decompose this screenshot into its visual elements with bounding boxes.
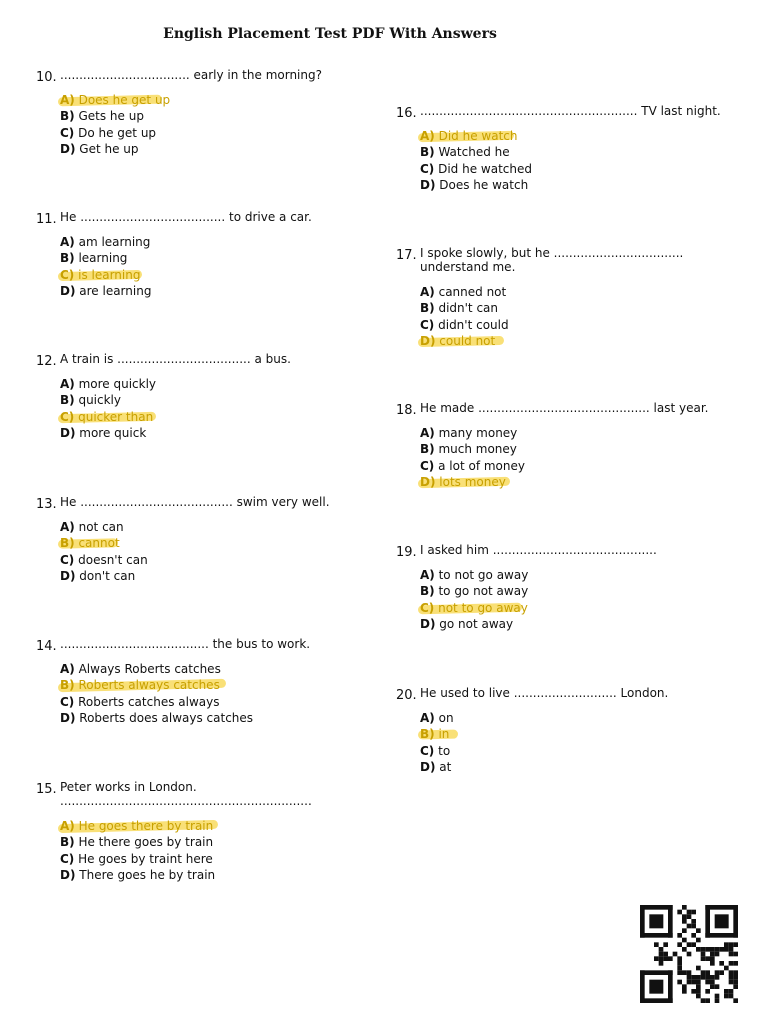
option-text: could not [435, 334, 496, 349]
answer-option[interactable] [420, 284, 683, 300]
option-list [60, 818, 312, 884]
answer-option[interactable] [420, 425, 709, 441]
option-text: Roberts catches always [74, 694, 220, 709]
question-16 [396, 104, 721, 194]
option-letter: C) [420, 317, 435, 332]
option-letter: D) [420, 475, 436, 490]
option-text: Does he get up [74, 93, 171, 107]
question-stem [420, 686, 668, 700]
question-stem-line: Peter works in London. [60, 780, 197, 794]
option-text: much money [434, 442, 517, 457]
option-letter: A) [420, 285, 435, 299]
option-letter: D) [60, 868, 76, 883]
option-text: to [434, 743, 451, 758]
question-stem-line: He used to live ........................... London. [420, 686, 669, 700]
option-text: don't can [75, 569, 136, 584]
option-text: Roberts does always catches [75, 711, 254, 726]
option-letter: C) [420, 743, 435, 758]
option-list [60, 376, 291, 442]
option-text: many money [434, 426, 518, 440]
option-list [420, 425, 709, 491]
question-stem-line: He ........................................ swim very well. [60, 495, 330, 509]
option-list [420, 710, 668, 776]
option-text: Watched he [434, 145, 510, 160]
question-15 [36, 780, 312, 884]
option-letter: C) [420, 458, 435, 473]
question-13 [36, 495, 330, 585]
answer-option[interactable] [60, 867, 312, 883]
option-letter: B) [60, 536, 75, 551]
option-text: lots money [435, 475, 506, 490]
option-letter: C) [60, 409, 75, 424]
option-text: not to go away [434, 600, 528, 615]
option-text: to go not away [434, 584, 529, 599]
question-stem [60, 637, 310, 651]
answer-option[interactable] [60, 267, 312, 283]
question-number: 12. [36, 354, 57, 369]
question-number: 17. [396, 248, 417, 263]
question-stem-line: I asked him ........................................... [420, 543, 657, 557]
question-number: 19. [396, 545, 417, 560]
option-letter: D) [420, 760, 436, 775]
question-18 [396, 401, 709, 491]
answer-option[interactable] [60, 834, 312, 850]
option-text: to not go away [434, 568, 529, 582]
answer-option[interactable] [420, 300, 683, 316]
option-text: He goes there by train [74, 819, 214, 833]
option-text: Does he watch [435, 178, 529, 193]
question-20 [396, 686, 668, 776]
option-letter: B) [60, 109, 75, 124]
answer-option[interactable] [420, 616, 657, 632]
answer-option[interactable] [60, 677, 310, 693]
option-letter: D) [60, 569, 76, 584]
answer-option[interactable] [420, 474, 709, 490]
answer-option[interactable] [60, 283, 312, 299]
question-number: 16. [396, 106, 417, 121]
option-list [420, 128, 721, 194]
answer-option[interactable] [60, 552, 330, 568]
option-text: more quick [75, 426, 147, 441]
option-text: Roberts always catches [74, 678, 220, 693]
question-stem-line: ....................................... the bus to work. [60, 637, 311, 651]
option-letter: C) [420, 161, 435, 176]
option-text: cannot [74, 536, 120, 551]
question-stem-line: .................................. early in the morning? [60, 68, 322, 82]
answer-option[interactable] [60, 519, 330, 535]
option-letter: A) [60, 520, 75, 534]
option-letter: A) [420, 129, 435, 143]
question-stem-line: understand me. [420, 260, 516, 274]
option-text: Did he watch [434, 129, 518, 143]
answer-option[interactable] [60, 125, 322, 141]
answer-option[interactable] [420, 441, 709, 457]
answer-option[interactable] [420, 177, 721, 193]
option-letter: A) [60, 93, 75, 107]
question-19 [396, 543, 657, 633]
answer-option[interactable] [60, 661, 310, 677]
answer-option[interactable] [420, 743, 668, 759]
option-text: am learning [74, 235, 151, 249]
answer-option[interactable] [420, 317, 683, 333]
question-stem [60, 68, 322, 82]
question-number: 13. [36, 497, 57, 512]
question-stem-line: He made ............................................. last year. [420, 401, 709, 415]
question-stem-line: I spoke slowly, but he .................................. [420, 246, 684, 260]
question-stem [420, 104, 721, 118]
option-text: at [435, 760, 452, 775]
option-letter: B) [420, 727, 435, 742]
option-text: doesn't can [74, 552, 148, 567]
answer-option[interactable] [420, 458, 709, 474]
question-10 [36, 68, 322, 158]
option-letter: C) [420, 600, 435, 615]
question-stem-line: A train is ................................... a bus. [60, 352, 291, 366]
option-letter: B) [60, 678, 75, 693]
option-letter: B) [420, 584, 435, 599]
option-list [60, 519, 330, 585]
option-text: There goes he by train [75, 868, 216, 883]
answer-option[interactable] [60, 92, 322, 108]
option-letter: B) [60, 835, 75, 850]
option-text: canned not [434, 285, 507, 299]
question-number: 18. [396, 403, 417, 418]
question-stem [60, 780, 312, 808]
question-14 [36, 637, 310, 727]
option-text: in [434, 727, 450, 742]
question-stem-line: .................................................................. [60, 794, 312, 808]
answer-option[interactable] [60, 392, 291, 408]
answer-option[interactable] [420, 128, 721, 144]
option-letter: A) [60, 819, 75, 833]
option-letter: D) [60, 284, 76, 299]
option-letter: D) [60, 711, 76, 726]
answer-option[interactable] [420, 600, 657, 616]
answer-option[interactable] [60, 108, 322, 124]
option-letter: A) [420, 711, 435, 725]
answer-option[interactable] [420, 333, 683, 349]
option-letter: A) [60, 377, 75, 391]
option-letter: B) [60, 393, 75, 408]
question-number: 14. [36, 639, 57, 654]
question-stem [60, 495, 330, 509]
answer-option[interactable] [420, 759, 668, 775]
option-letter: C) [60, 267, 75, 282]
question-17 [396, 246, 683, 350]
question-number: 15. [36, 782, 57, 797]
answer-option[interactable] [420, 567, 657, 583]
option-letter: B) [420, 442, 435, 457]
option-text: Gets he up [74, 109, 144, 124]
option-letter: C) [60, 851, 75, 866]
answer-option[interactable] [420, 583, 657, 599]
option-letter: D) [420, 334, 436, 349]
option-letter: D) [420, 178, 436, 193]
option-letter: B) [420, 301, 435, 316]
answer-option[interactable] [60, 141, 322, 157]
qr-code[interactable] [637, 905, 741, 1003]
answer-option[interactable] [60, 818, 312, 834]
answer-option[interactable] [60, 851, 312, 867]
answer-option[interactable] [60, 234, 312, 250]
question-stem-line: ......................................................... TV last night. [420, 104, 721, 118]
option-text: more quickly [74, 377, 157, 391]
question-11 [36, 210, 312, 300]
question-stem [60, 210, 312, 224]
question-stem [420, 543, 657, 557]
question-number: 10. [36, 70, 57, 85]
option-text: didn't could [434, 317, 509, 332]
answer-option[interactable] [60, 376, 291, 392]
option-list [60, 661, 310, 727]
option-text: Get he up [75, 142, 139, 157]
answer-option[interactable] [60, 568, 330, 584]
question-stem-line: He ...................................... to drive a car. [60, 210, 312, 224]
option-text: not can [74, 520, 124, 534]
option-letter: A) [420, 426, 435, 440]
option-letter: B) [60, 251, 75, 266]
option-text: quicker than [74, 409, 154, 424]
answer-option[interactable] [60, 710, 310, 726]
answer-option[interactable] [420, 144, 721, 160]
option-text: He there goes by train [74, 835, 214, 850]
option-text: on [434, 711, 454, 725]
question-number: 20. [396, 688, 417, 703]
answer-option[interactable] [420, 161, 721, 177]
option-text: Do he get up [74, 125, 157, 140]
answer-option[interactable] [60, 409, 291, 425]
option-text: Did he watched [434, 161, 532, 176]
option-text: is learning [74, 267, 141, 282]
page-title: English Placement Test PDF With Answers [163, 26, 497, 42]
option-letter: C) [60, 552, 75, 567]
option-letter: C) [60, 125, 75, 140]
question-stem [420, 401, 709, 415]
option-letter: D) [420, 617, 436, 632]
option-text: He goes by traint here [74, 851, 213, 866]
option-list [420, 284, 683, 350]
option-text: learning [74, 251, 128, 266]
option-text: didn't can [434, 301, 499, 316]
option-letter: A) [420, 568, 435, 582]
option-list [420, 567, 657, 633]
option-text: quickly [74, 393, 121, 408]
question-12 [36, 352, 291, 442]
option-text: a lot of money [434, 458, 525, 473]
question-stem [420, 246, 683, 274]
question-number: 11. [36, 212, 57, 227]
answer-option[interactable] [420, 726, 668, 742]
answer-option[interactable] [420, 710, 668, 726]
option-text: go not away [435, 617, 514, 632]
answer-option[interactable] [60, 535, 330, 551]
option-letter: D) [60, 142, 76, 157]
option-letter: C) [60, 694, 75, 709]
option-letter: D) [60, 426, 76, 441]
option-letter: A) [60, 662, 75, 676]
answer-option[interactable] [60, 250, 312, 266]
answer-option[interactable] [60, 694, 310, 710]
answer-option[interactable] [60, 425, 291, 441]
question-stem [60, 352, 291, 366]
option-list [60, 234, 312, 300]
option-text: Always Roberts catches [74, 662, 221, 676]
option-letter: A) [60, 235, 75, 249]
option-letter: B) [420, 145, 435, 160]
option-text: are learning [75, 284, 152, 299]
option-list [60, 92, 322, 158]
